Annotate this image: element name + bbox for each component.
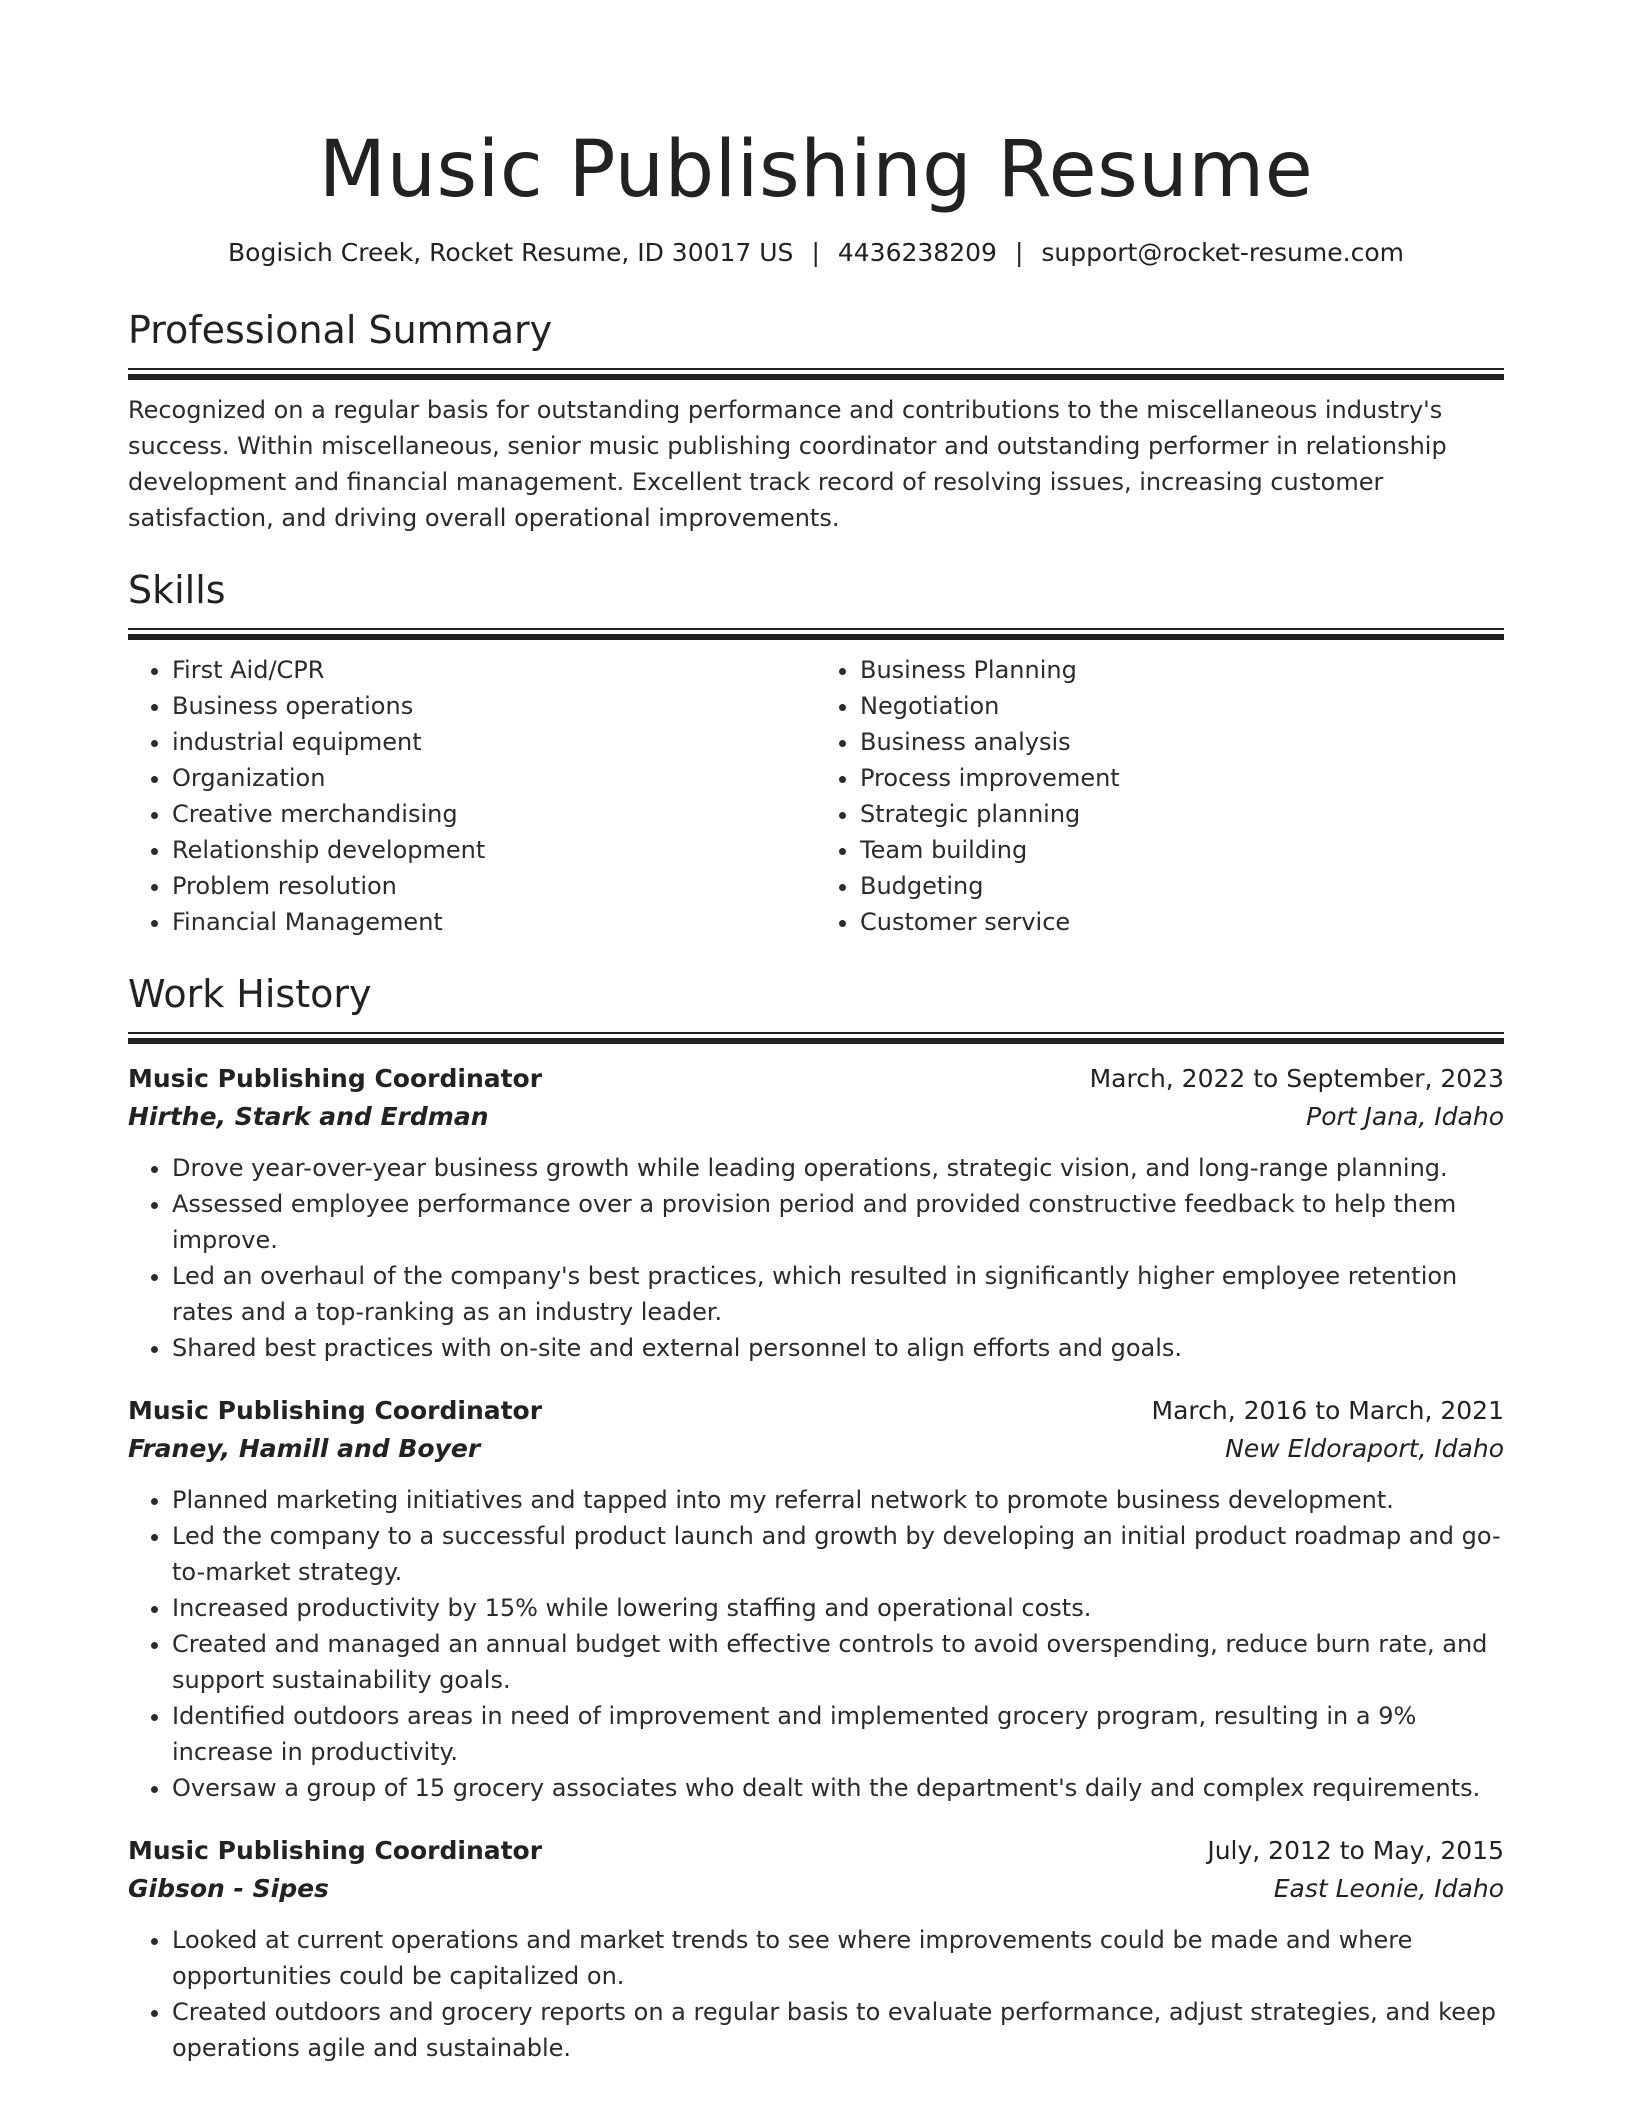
skill-item: • industrial equipment: [172, 724, 816, 760]
skill-item: • Relationship development: [172, 832, 816, 868]
summary-heading: Professional Summary: [128, 308, 553, 352]
job-header-row: [128, 1392, 1504, 1430]
job-location: East Leonie, Idaho: [1273, 1874, 1504, 1903]
job-bullets: [128, 1482, 1504, 1806]
skills-section: [128, 566, 1504, 940]
skill-item: • Strategic planning: [860, 796, 1504, 832]
job-employer-row: [128, 1870, 1504, 1908]
job-title: Music Publishing Coordinator: [128, 1836, 543, 1865]
skills-columns: [128, 652, 1504, 940]
job-entry: [128, 1832, 1504, 2066]
job-bullet: • Created outdoors and grocery reports on a regular basis to evaluate performance, adjust strategies, and keep operations agile and sustainable.: [172, 1994, 1504, 2066]
skill-item: • Process improvement: [860, 760, 1504, 796]
job-company: Gibson - Sipes: [128, 1874, 329, 1903]
job-bullet: • Oversaw a group of 15 grocery associates who dealt with the department's daily and complex requirements.: [172, 1770, 1504, 1806]
job-bullet: • Planned marketing initiatives and tapped into my referral network to promote business development.: [172, 1482, 1504, 1518]
job-bullet: • Looked at current operations and market trends to see where improvements could be made and where opportunities could be capitalized on.: [172, 1922, 1504, 1994]
work-history-heading: Work History: [128, 972, 372, 1016]
skills-heading: Skills: [128, 568, 226, 612]
skills-list-left: [128, 652, 816, 940]
job-bullet: • Shared best practices with on-site and external personnel to align efforts and goals.: [172, 1330, 1504, 1366]
skill-item: • Creative merchandising: [172, 796, 816, 832]
section-divider: [128, 1032, 1504, 1044]
job-company: Franey, Hamill and Boyer: [128, 1434, 481, 1463]
job-dates: July, 2012 to May, 2015: [1207, 1836, 1504, 1865]
skill-item: • Customer service: [860, 904, 1504, 940]
skill-item: • Business analysis: [860, 724, 1504, 760]
job-title: Music Publishing Coordinator: [128, 1396, 543, 1425]
job-bullet: • Drove year-over-year business growth while leading operations, strategic vision, and long-range planning.: [172, 1150, 1504, 1186]
job-bullets: [128, 1922, 1504, 2066]
skill-item: • Team building: [860, 832, 1504, 868]
job-bullet: • Created and managed an annual budget with effective controls to avoid overspending, reduce burn rate, and support sustainability goals.: [172, 1626, 1504, 1698]
summary-section: [128, 306, 1504, 536]
skill-item: • Financial Management: [172, 904, 816, 940]
job-bullet: • Led an overhaul of the company's best practices, which resulted in significantly higher employee retention rates and a top-ranking as an industry leader.: [172, 1258, 1504, 1330]
skill-item: • Negotiation: [860, 688, 1504, 724]
job-location: New Eldoraport, Idaho: [1225, 1434, 1504, 1463]
job-bullets: [128, 1150, 1504, 1366]
job-bullet: • Identified outdoors areas in need of improvement and implemented grocery program, resulting in a 9% increase in productivity.: [172, 1698, 1504, 1770]
section-divider: [128, 368, 1504, 380]
job-bullet: • Increased productivity by 15% while lowering staffing and operational costs.: [172, 1590, 1504, 1626]
job-dates: March, 2016 to March, 2021: [1151, 1396, 1504, 1425]
contact-phone: 4436238209: [837, 238, 997, 267]
job-employer-row: [128, 1098, 1504, 1136]
job-entry: [128, 1060, 1504, 1366]
skill-item: • Problem resolution: [172, 868, 816, 904]
skill-item: • Business operations: [172, 688, 816, 724]
skills-list-right: [816, 652, 1504, 940]
contact-separator: |: [1014, 238, 1024, 267]
skill-item: • Business Planning: [860, 652, 1504, 688]
contact-line: [128, 236, 1504, 270]
work-history-section: [128, 970, 1504, 2066]
job-entry: [128, 1392, 1504, 1806]
skill-item: • First Aid/CPR: [172, 652, 816, 688]
contact-address: Bogisich Creek, Rocket Resume, ID 30017 US: [228, 238, 794, 267]
job-title: Music Publishing Coordinator: [128, 1064, 543, 1093]
resume-title: Music Publishing Resume: [318, 125, 1314, 215]
contact-email: support@rocket-resume.com: [1041, 238, 1404, 267]
skill-item: • Organization: [172, 760, 816, 796]
job-header-row: [128, 1060, 1504, 1098]
summary-text: Recognized on a regular basis for outstanding performance and contributions to the miscellaneous industry's success. Within miscellaneous, senior music publishing coordinator and outstanding performer in relationship development and financial management. Excellent track record of resolving issues, increasing customer satisfaction, and driving overall operational improvements.: [128, 396, 1447, 532]
job-employer-row: [128, 1430, 1504, 1468]
skill-item: • Budgeting: [860, 868, 1504, 904]
contact-separator: |: [811, 238, 820, 267]
job-location: Port Jana, Idaho: [1306, 1102, 1504, 1131]
section-divider: [128, 628, 1504, 640]
job-header-row: [128, 1832, 1504, 1870]
job-bullet: • Assessed employee performance over a provision period and provided constructive feedback to help them improve.: [172, 1186, 1504, 1258]
job-bullet: • Led the company to a successful product launch and growth by developing an initial product roadmap and go-to-market strategy.: [172, 1518, 1504, 1590]
job-company: Hirthe, Stark and Erdman: [128, 1102, 489, 1131]
job-dates: March, 2022 to September, 2023: [1089, 1064, 1504, 1093]
